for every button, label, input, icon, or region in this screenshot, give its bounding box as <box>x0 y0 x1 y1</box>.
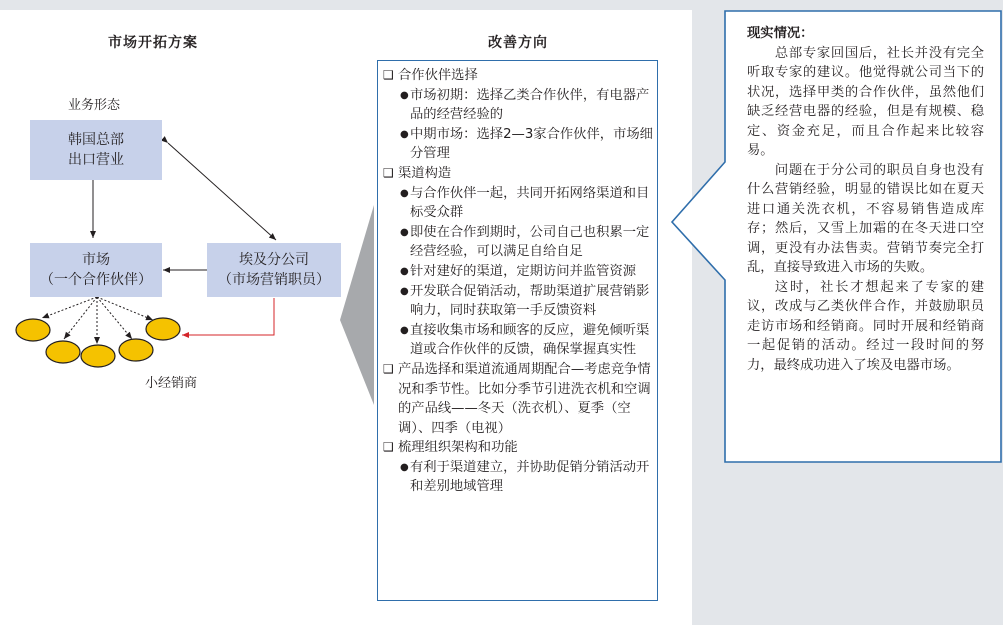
bullet-item: ● 市场初期：选择乙类合作伙伴，有电器产品的经营经验的 <box>383 86 657 125</box>
bullet-item: ● 有利于渠道建立，并协助促销分销活动开和差别地域管理 <box>383 458 657 497</box>
dot-icon: ● <box>400 461 409 473</box>
bullet-item: ● 中期市场：选择2—3家合作伙伴，市场细分管理 <box>383 125 657 164</box>
bullet-item: ● 与合作伙伴一起，共同开拓网络渠道和目标受众群 <box>383 184 657 223</box>
hq-branch-arrow <box>168 143 276 240</box>
section-heading: ❑ 梳理组织架构和功能 <box>383 438 657 458</box>
square-icon: ❑ <box>383 68 394 82</box>
bullet-item: ● 直接收集市场和顾客的反应，避免倾听渠道或合作伙伴的反馈，确保掌握真实性 <box>383 321 657 360</box>
square-icon: ❑ <box>383 361 394 376</box>
fan-line-5 <box>97 297 153 320</box>
market-plan-title: 市场开拓方案 <box>108 35 198 51</box>
bullet-item: ● 开发联合促销活动，帮助渠道扩展营销影响力，同时获取第一手反馈资料 <box>383 282 657 321</box>
branch-box <box>207 243 341 297</box>
branch-box-line1: 埃及分公司 <box>239 252 309 268</box>
market-box <box>30 243 162 297</box>
dealer-1 <box>16 319 50 341</box>
hq-box-line2: 出口营业 <box>68 152 124 168</box>
dot-icon: ● <box>400 128 409 140</box>
fan-line-4 <box>97 297 132 339</box>
improvement-box <box>377 60 658 601</box>
dot-icon: ● <box>400 265 409 277</box>
dealer-3 <box>81 345 115 367</box>
dot-icon: ● <box>400 187 409 199</box>
branch-to-dealer-red-arrow <box>182 298 274 335</box>
dot-icon: ● <box>400 324 409 336</box>
dealer-2 <box>46 341 80 363</box>
market-box-line2: （一个合作伙伴） <box>40 272 152 288</box>
dealer-4 <box>119 339 153 361</box>
branch-box-line2: （市场营销职员） <box>218 272 330 288</box>
bullet-item: ● 即使在合作到期时，公司自己也积累一定经营经验，可以满足自给自足 <box>383 223 657 262</box>
market-box-line1: 市场 <box>82 252 110 268</box>
section-heading: ❑ 渠道构造 <box>383 164 657 184</box>
reality-heading: 现实情况： <box>747 26 814 41</box>
square-icon: ❑ <box>383 440 394 455</box>
reality-paragraph: 问题在于分公司的职员自身也没有什么营销经验，明显的错误比如在夏天进口通关洗衣机，不容易销售造成库存；然后，又雪上加霜的在冬天进口空调，更没有办法售卖。营销节奏完全打乱，直接导致进入市场的失败。 <box>747 162 984 275</box>
reality-paragraph: 总部专家回国后，社长并没有完全听取专家的建议。他觉得就公司当下的状况，选择甲类的合作伙伴，虽然他们缺乏经营电器的经验，但是有规模、稳定、资金充足，而且合作起来比较容易。 <box>747 45 984 158</box>
dot-icon: ● <box>400 89 409 101</box>
improvement-title: 改善方向 <box>488 35 548 51</box>
hq-box <box>30 120 162 180</box>
dot-icon: ● <box>400 226 409 238</box>
section-heading: ❑ 合作伙伴选择 <box>383 66 657 86</box>
reality-text <box>747 24 984 375</box>
bullet-item: ● 针对建好的渠道，定期访问并监管资源 <box>383 262 657 282</box>
dot-icon: ● <box>400 285 409 297</box>
square-icon: ❑ <box>383 165 394 180</box>
reality-paragraph: 这时，社长才想起来了专家的建议，改成与乙类伙伴合作，并鼓励职员走访市场和经销商。同时开展和经销商一起促销的活动。经过一段时间的努力，最终成功进入了埃及电器市场。 <box>747 279 984 373</box>
business-form-label: 业务形态 <box>68 98 121 113</box>
dealer-5 <box>146 318 180 340</box>
hq-box-line1: 韩国总部 <box>68 132 124 148</box>
org-diagram <box>0 0 360 400</box>
section-heading: ❑ 产品选择和渠道流通周期配合—考虑竞争情况和季节性。比如分季节引进洗衣机和空调的产品线——冬天（洗衣机）、夏季（空调）、四季（电视） <box>383 360 657 438</box>
dealers-label: 小经销商 <box>145 376 198 391</box>
wedge-pointer <box>340 205 380 405</box>
